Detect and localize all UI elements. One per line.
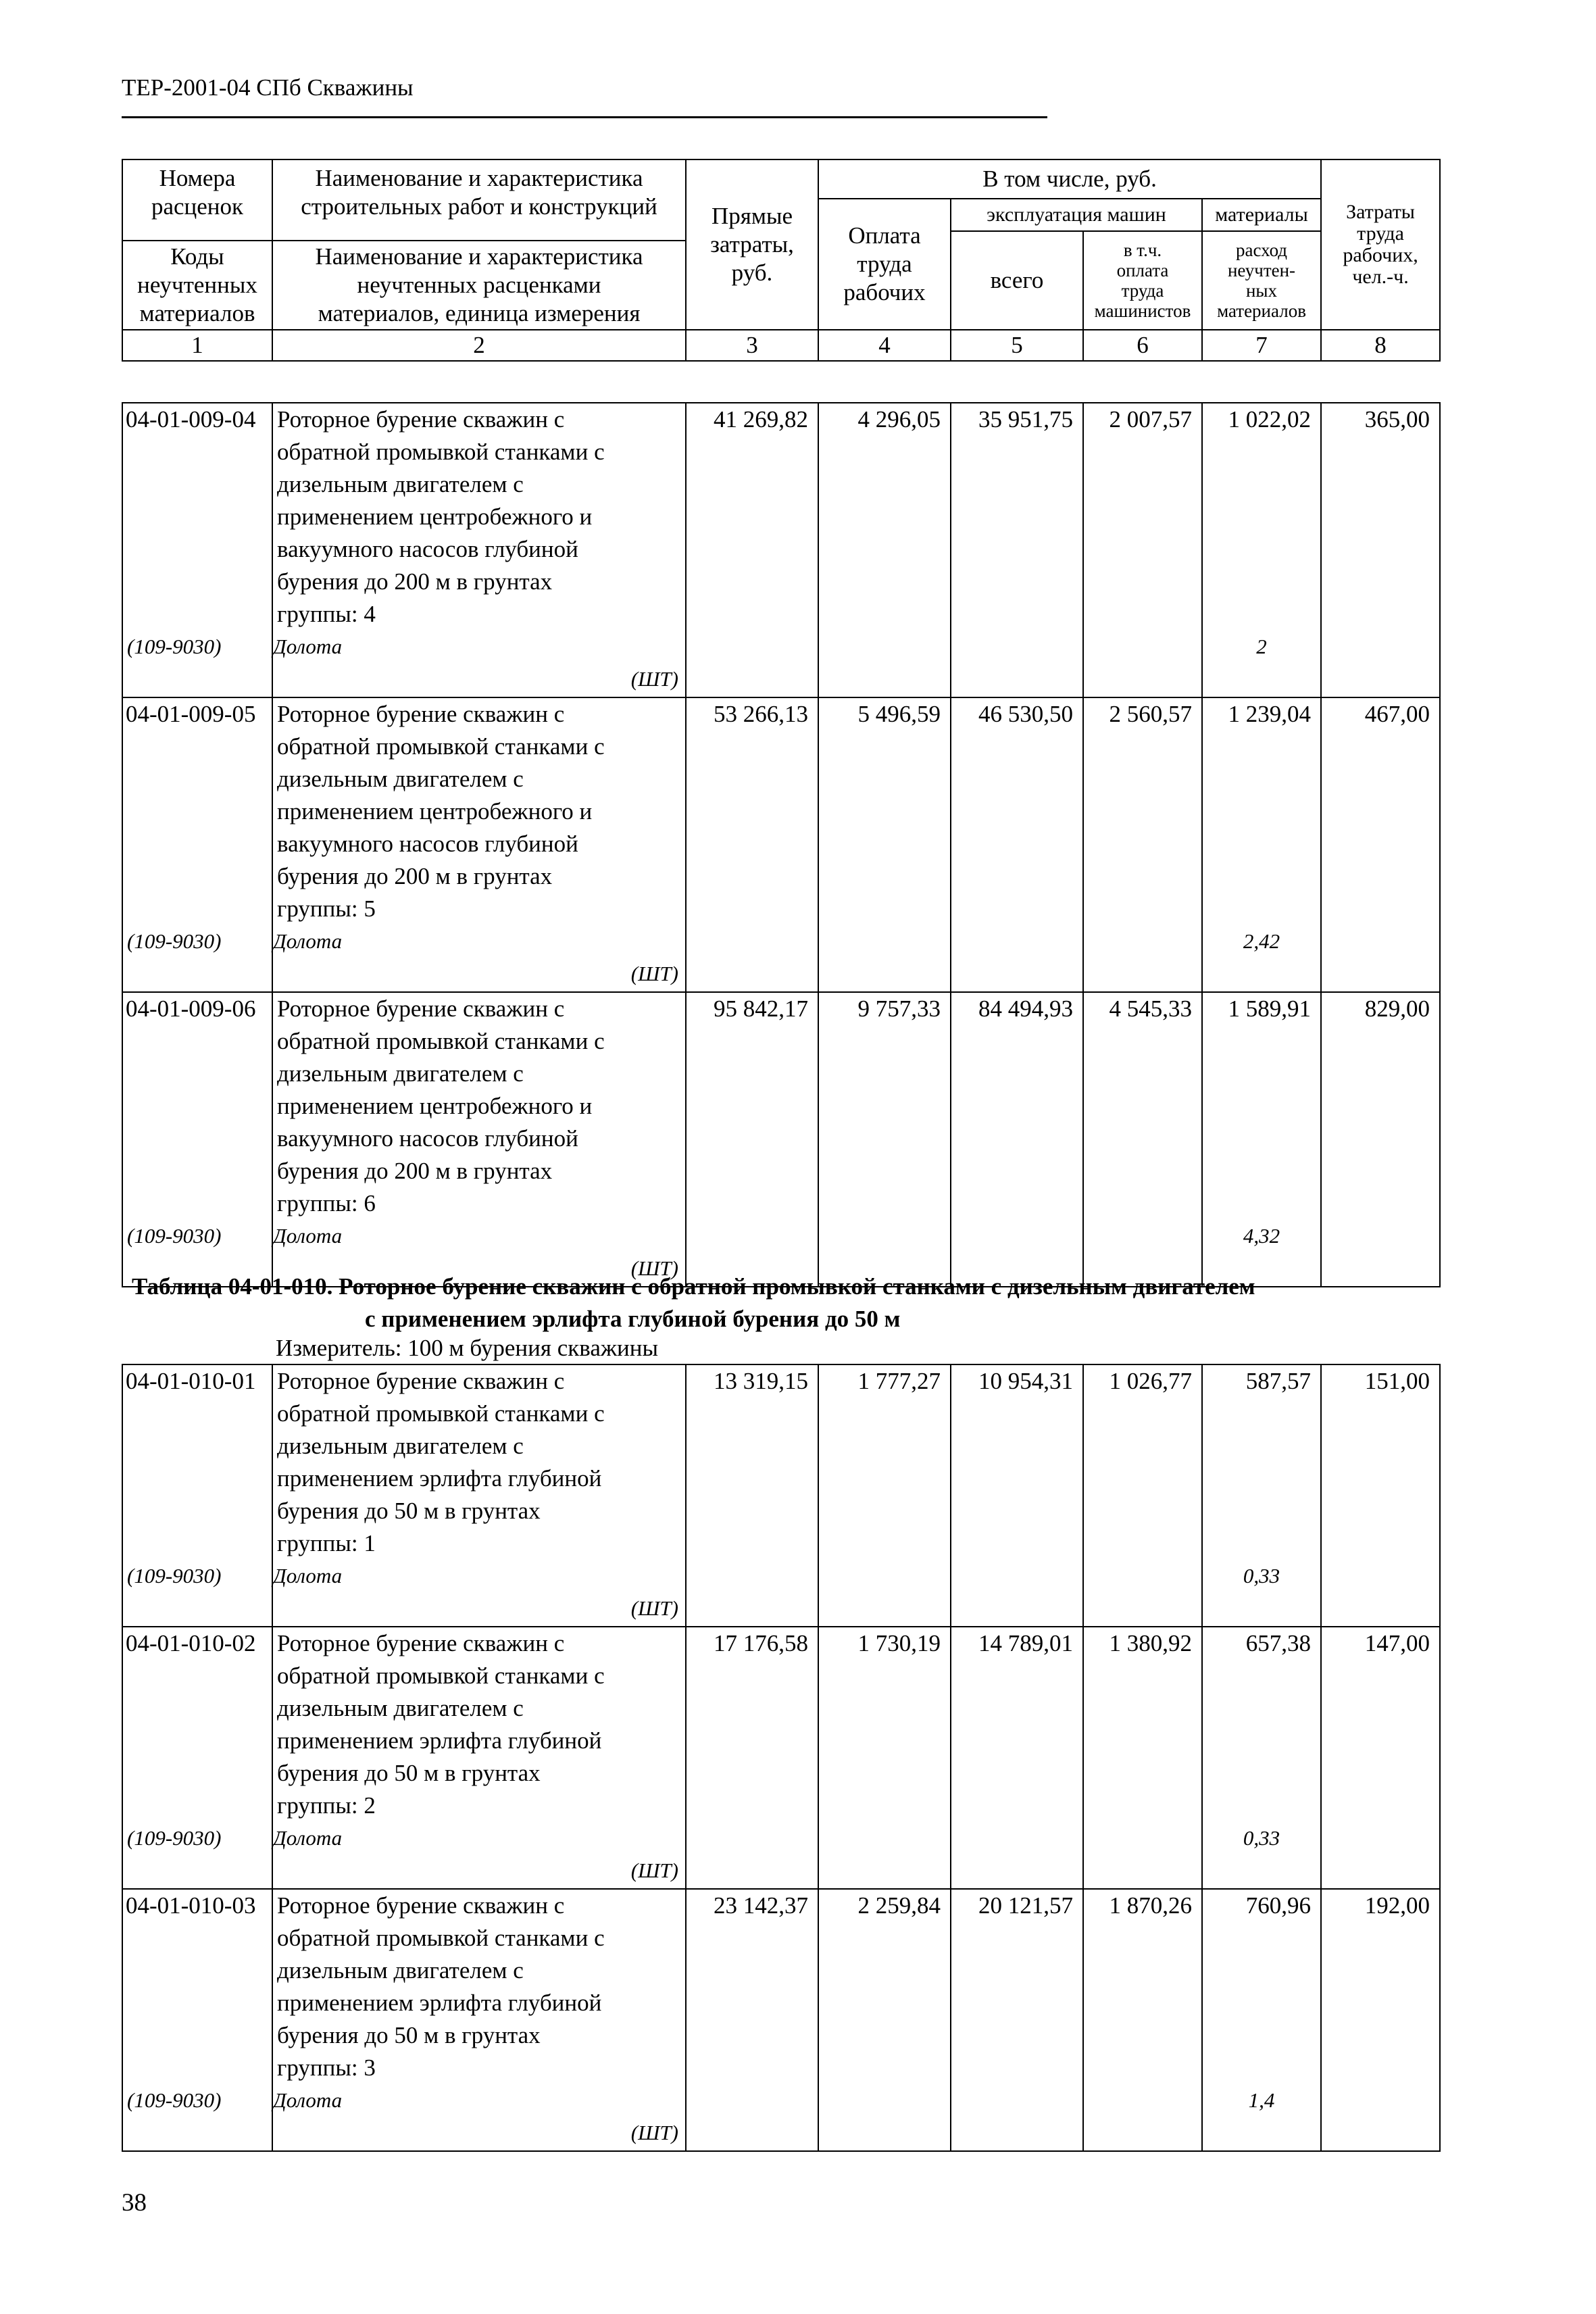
rate-description-line: вакуумного насосов глубиной [277, 1125, 578, 1152]
material-rate: 0,33 [1202, 1822, 1321, 1889]
rate-description-line: применением центробежного и [277, 1093, 593, 1119]
rate-description-line: Роторное бурение скважин с [277, 1892, 565, 1919]
table-row [122, 1889, 1440, 2084]
material-row [122, 631, 1440, 697]
empty-cell [1321, 631, 1440, 697]
empty-cell [1083, 1560, 1202, 1627]
rate-code: 04-01-009-06 [122, 992, 272, 1220]
empty-cell [951, 2084, 1083, 2151]
empty-cell [686, 1560, 818, 1627]
empty-cell [1083, 1822, 1202, 1889]
material-rate: 1,4 [1202, 2084, 1321, 2151]
rate-description-line: применением эрлифта глубиной [277, 1465, 602, 1492]
direct-cost: 41 269,82 [686, 403, 818, 631]
table-row [122, 1364, 1440, 1560]
material-unit: (ШТ) [630, 2121, 678, 2144]
rate-description-line: применением центробежного и [277, 798, 593, 824]
rate-description-line: дизельным двигателем с [277, 1433, 524, 1459]
empty-cell [951, 631, 1083, 697]
rate-description-line: дизельным двигателем с [277, 1060, 524, 1087]
rate-description-line: Роторное бурение скважин с [277, 406, 565, 433]
material-name: Долота [273, 1224, 343, 1248]
empty-cell [1321, 1822, 1440, 1889]
rate-description-line: применением эрлифта глубиной [277, 1727, 602, 1754]
col2-header-top: Наименование и характеристика строительных работ и конструкций [272, 159, 686, 241]
rate-description [272, 992, 686, 1220]
machine-operator-cost: 1 870,26 [1083, 1889, 1202, 2084]
rate-description [272, 403, 686, 631]
rate-description-line: дизельным двигателем с [277, 1957, 524, 1984]
machine-cost-total: 84 494,93 [951, 992, 1083, 1220]
empty-cell [686, 1822, 818, 1889]
table-row [122, 992, 1440, 1220]
col1-header-bottom: Коды неучтенных материалов [122, 241, 272, 330]
rate-code: 04-01-009-05 [122, 697, 272, 925]
machine-cost-total: 10 954,31 [951, 1364, 1083, 1560]
labor-hours: 151,00 [1321, 1364, 1440, 1560]
materials-cost: 1 022,02 [1202, 403, 1321, 631]
empty-cell [951, 1822, 1083, 1889]
empty-cell [818, 1560, 951, 1627]
empty-cell [818, 925, 951, 992]
rate-description-line: группы: 3 [277, 2054, 376, 2081]
group-header-materials: материалы [1202, 199, 1321, 231]
material-cell [272, 925, 686, 992]
machine-cost-total: 35 951,75 [951, 403, 1083, 631]
rate-description-line: обратной промывкой станками с [277, 1663, 605, 1689]
labor-hours: 192,00 [1321, 1889, 1440, 2084]
rate-description-line: применением эрлифта глубиной [277, 1990, 602, 2016]
col3-header: Прямые затраты, руб. [686, 159, 818, 330]
material-unit: (ШТ) [630, 1596, 678, 1620]
rate-description-line: вакуумного насосов глубиной [277, 831, 578, 857]
rate-description-line: группы: 2 [277, 1792, 376, 1819]
empty-cell [686, 2084, 818, 2151]
rate-description [272, 1364, 686, 1560]
rate-description-line: дизельным двигателем с [277, 766, 524, 792]
empty-cell [1321, 2084, 1440, 2151]
machine-operator-cost: 1 380,92 [1083, 1627, 1202, 1822]
material-row [122, 2084, 1440, 2151]
col-number-6: 6 [1083, 330, 1202, 361]
material-name: Долота [273, 635, 343, 658]
labor-cost: 4 296,05 [818, 403, 951, 631]
rate-description-line: бурения до 50 м в грунтах [277, 1760, 541, 1786]
empty-cell [1321, 925, 1440, 992]
rate-description [272, 697, 686, 925]
empty-cell [1083, 631, 1202, 697]
col7-header: расход неучтен- ных материалов [1202, 231, 1321, 330]
materials-cost: 760,96 [1202, 1889, 1321, 2084]
col4-header: Оплата труда рабочих [818, 199, 951, 330]
material-unit: (ШТ) [630, 667, 678, 691]
material-cell [272, 1822, 686, 1889]
rate-code: 04-01-009-04 [122, 403, 272, 631]
document-header: ТЕР-2001-04 СПб Скважины [122, 74, 414, 101]
material-unit: (ШТ) [630, 1256, 678, 1280]
rate-description [272, 1889, 686, 2084]
rates-table-010 [122, 1364, 1441, 2152]
labor-hours: 365,00 [1321, 403, 1440, 631]
col5-header: всего [951, 231, 1083, 330]
header-rule [122, 116, 1047, 118]
materials-cost: 587,57 [1202, 1364, 1321, 1560]
material-rate: 4,32 [1202, 1220, 1321, 1287]
col2-header-bottom: Наименование и характеристика неучтенных расценками материалов, единица измерения [272, 241, 686, 330]
rate-code: 04-01-010-01 [122, 1364, 272, 1560]
material-row [122, 1822, 1440, 1889]
rate-description-line: группы: 5 [277, 895, 376, 922]
material-name: Долота [273, 1564, 343, 1587]
table-row [122, 1627, 1440, 1822]
machine-cost-total: 14 789,01 [951, 1627, 1083, 1822]
col-number-8: 8 [1321, 330, 1440, 361]
rates-table-009 [122, 402, 1441, 1287]
col-number-7: 7 [1202, 330, 1321, 361]
rate-description-line: обратной промывкой станками с [277, 1925, 605, 1951]
rate-description-line: дизельным двигателем с [277, 471, 524, 497]
labor-hours: 829,00 [1321, 992, 1440, 1220]
rate-description-line: бурения до 200 м в грунтах [277, 568, 553, 595]
rate-description-line: дизельным двигателем с [277, 1695, 524, 1721]
rate-description-line: бурения до 200 м в грунтах [277, 1158, 553, 1184]
empty-cell [951, 1560, 1083, 1627]
material-code: (109-9030) [122, 1220, 272, 1287]
group-header-machines: эксплуатация машин [951, 199, 1202, 231]
col-number-4: 4 [818, 330, 951, 361]
group-header-total: В том числе, руб. [818, 159, 1321, 199]
rate-description-line: группы: 6 [277, 1190, 376, 1216]
table-row [122, 697, 1440, 925]
empty-cell [686, 631, 818, 697]
rate-description-line: бурения до 50 м в грунтах [277, 2022, 541, 2048]
col-number-2: 2 [272, 330, 686, 361]
material-unit: (ШТ) [630, 1858, 678, 1882]
table-title-line2: с применением эрлифта глубиной бурения до 50 м [365, 1306, 901, 1332]
material-code: (109-9030) [122, 631, 272, 697]
rate-description-line: Роторное бурение скважин с [277, 995, 565, 1022]
machine-cost-total: 20 121,57 [951, 1889, 1083, 2084]
material-cell [272, 631, 686, 697]
material-name: Долота [273, 929, 343, 953]
empty-cell [1321, 1560, 1440, 1627]
rate-description [272, 1627, 686, 1822]
rate-description-line: обратной промывкой станками с [277, 733, 605, 760]
machine-operator-cost: 2 007,57 [1083, 403, 1202, 631]
table-title [132, 1271, 1456, 1335]
rate-code: 04-01-010-02 [122, 1627, 272, 1822]
material-rate: 2 [1202, 631, 1321, 697]
direct-cost: 53 266,13 [686, 697, 818, 925]
col1-header-top: Номера расценок [122, 159, 272, 241]
empty-cell [818, 1822, 951, 1889]
rate-description-line: обратной промывкой станками с [277, 1028, 605, 1054]
rate-description-line: бурения до 200 м в грунтах [277, 863, 553, 889]
material-rate: 2,42 [1202, 925, 1321, 992]
materials-cost: 1 589,91 [1202, 992, 1321, 1220]
materials-cost: 1 239,04 [1202, 697, 1321, 925]
empty-cell [951, 925, 1083, 992]
machine-operator-cost: 2 560,57 [1083, 697, 1202, 925]
direct-cost: 13 319,15 [686, 1364, 818, 1560]
column-header-table [122, 159, 1441, 362]
material-code: (109-9030) [122, 925, 272, 992]
rate-code: 04-01-010-03 [122, 1889, 272, 2084]
rate-description-line: Роторное бурение скважин с [277, 1368, 565, 1394]
machine-operator-cost: 1 026,77 [1083, 1364, 1202, 1560]
empty-cell [1083, 925, 1202, 992]
materials-cost: 657,38 [1202, 1627, 1321, 1822]
rate-description-line: группы: 1 [277, 1530, 376, 1556]
material-name: Долота [273, 2088, 343, 2112]
empty-cell [818, 2084, 951, 2151]
rate-description-line: группы: 4 [277, 601, 376, 627]
direct-cost: 23 142,37 [686, 1889, 818, 2084]
labor-hours: 467,00 [1321, 697, 1440, 925]
empty-cell [818, 631, 951, 697]
rate-description-line: бурения до 50 м в грунтах [277, 1498, 541, 1524]
machine-cost-total: 46 530,50 [951, 697, 1083, 925]
col-number-1: 1 [122, 330, 272, 361]
material-code: (109-9030) [122, 1822, 272, 1889]
col8-header: Затраты труда рабочих, чел.-ч. [1321, 159, 1440, 330]
col6-header: в т.ч. оплата труда машинистов [1083, 231, 1202, 330]
material-cell [272, 1560, 686, 1627]
page-number: 38 [122, 2189, 147, 2217]
material-unit: (ШТ) [630, 962, 678, 985]
material-cell [272, 2084, 686, 2151]
material-code: (109-9030) [122, 1560, 272, 1627]
material-row [122, 1560, 1440, 1627]
table-row [122, 403, 1440, 631]
material-rate: 0,33 [1202, 1560, 1321, 1627]
rate-description-line: обратной промывкой станками с [277, 439, 605, 465]
labor-cost: 2 259,84 [818, 1889, 951, 2084]
rate-description-line: обратной промывкой станками с [277, 1400, 605, 1427]
rate-description-line: вакуумного насосов глубиной [277, 536, 578, 562]
measure-unit: Измеритель: 100 м бурения скважины [276, 1335, 659, 1361]
rate-description-line: применением центробежного и [277, 503, 593, 530]
direct-cost: 95 842,17 [686, 992, 818, 1220]
col-number-3: 3 [686, 330, 818, 361]
col-number-5: 5 [951, 330, 1083, 361]
rate-description-line: Роторное бурение скважин с [277, 1630, 565, 1656]
direct-cost: 17 176,58 [686, 1627, 818, 1822]
labor-cost: 1 730,19 [818, 1627, 951, 1822]
machine-operator-cost: 4 545,33 [1083, 992, 1202, 1220]
empty-cell [686, 925, 818, 992]
rate-description-line: Роторное бурение скважин с [277, 701, 565, 727]
material-name: Долота [273, 1826, 343, 1850]
empty-cell [1083, 2084, 1202, 2151]
labor-cost: 1 777,27 [818, 1364, 951, 1560]
table-title-line1: Таблица 04-01-010. Роторное бурение скважин с обратной промывкой станками с дизельным двигателем [132, 1273, 1255, 1300]
material-row [122, 925, 1440, 992]
material-code: (109-9030) [122, 2084, 272, 2151]
labor-cost: 9 757,33 [818, 992, 951, 1220]
labor-hours: 147,00 [1321, 1627, 1440, 1822]
labor-cost: 5 496,59 [818, 697, 951, 925]
